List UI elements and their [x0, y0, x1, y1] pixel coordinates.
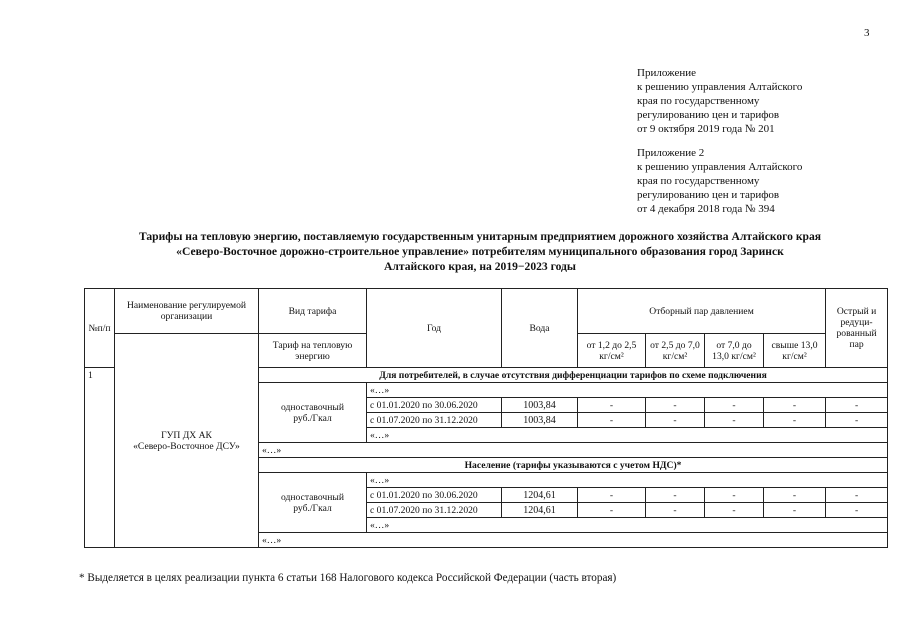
- tariff-label-cell: [259, 383, 367, 443]
- appendix-1-header: [637, 66, 802, 136]
- ellipsis-cell: «…»: [367, 518, 888, 533]
- appendix-2-header: [637, 146, 802, 216]
- dash-cell: -: [646, 503, 705, 518]
- appendix-line: от 4 декабря 2018 года № 394: [637, 203, 775, 215]
- dash-cell: -: [705, 503, 764, 518]
- header-num: №п/п: [85, 289, 115, 368]
- tariff-table: [84, 288, 888, 548]
- dash-cell: -: [764, 488, 826, 503]
- ellipsis-cell: «…»: [367, 383, 888, 398]
- header-water: Вода: [502, 289, 578, 368]
- dash-cell: -: [578, 488, 646, 503]
- org-cell: [115, 334, 259, 548]
- dash-cell: -: [646, 398, 705, 413]
- water-value: 1003,84: [502, 413, 578, 428]
- header-tariff-type: Вид тарифа: [259, 289, 367, 334]
- dash-cell: -: [764, 413, 826, 428]
- dash-cell: -: [826, 398, 888, 413]
- dash-cell: -: [826, 488, 888, 503]
- header-sharp-steam: Острый и редуци-рованный пар: [826, 289, 888, 368]
- appendix-line: Приложение 2: [637, 147, 705, 159]
- footnote: * Выделяется в целях реализации пункта 6 статьи 168 Налогового кодекса Российской Федерации (часть вторая): [79, 572, 617, 584]
- dash-cell: -: [705, 488, 764, 503]
- appendix-line: регулированию цен и тарифов: [637, 189, 780, 201]
- header-year: Год: [367, 289, 502, 368]
- period-cell: с 01.01.2020 по 30.06.2020: [367, 398, 502, 413]
- ellipsis-cell: «…»: [367, 428, 888, 443]
- dash-cell: -: [646, 413, 705, 428]
- appendix-line: края по государственному: [637, 95, 760, 107]
- tariff-label-cell: [259, 473, 367, 533]
- section-1-title: Для потребителей, в случае отсутствия дифференциации тарифов по схеме подключения: [259, 368, 888, 383]
- appendix-line: регулированию цен и тарифов: [637, 109, 780, 121]
- header-steam-4: свыше 13,0 кг/см²: [764, 334, 826, 368]
- appendix-line: к решению управления Алтайского: [637, 161, 803, 173]
- appendix-line: края по государственному: [637, 175, 760, 187]
- header-tariff-heat: Тариф на тепловую энергию: [259, 334, 367, 368]
- section-2-title: Население (тарифы указываются с учетом НДС)*: [259, 458, 888, 473]
- ellipsis-cell: «…»: [259, 533, 888, 548]
- header-org: Наименование регулируемой организации: [115, 289, 259, 334]
- dash-cell: -: [578, 398, 646, 413]
- dash-cell: -: [578, 503, 646, 518]
- tariff-label: одноставочный: [281, 491, 344, 503]
- dash-cell: -: [705, 413, 764, 428]
- appendix-line: от 9 октября 2019 года № 201: [637, 123, 775, 135]
- dash-cell: -: [646, 488, 705, 503]
- tariff-label: одноставочный: [281, 401, 344, 413]
- dash-cell: -: [578, 413, 646, 428]
- dash-cell: -: [826, 413, 888, 428]
- ellipsis-cell: «…»: [367, 473, 888, 488]
- dash-cell: -: [826, 503, 888, 518]
- appendix-line: Приложение: [637, 67, 697, 79]
- row-number: 1: [85, 368, 115, 548]
- document-title: [90, 229, 870, 274]
- dash-cell: -: [764, 398, 826, 413]
- header-steam-1: от 1,2 до 2,5 кг/см²: [578, 334, 646, 368]
- title-line: Тарифы на тепловую энергию, поставляемую государственным унитарным предприятием дорожного хозяйства Алтайского края: [138, 230, 822, 243]
- header-steam: Отборный пар давлением: [578, 289, 826, 334]
- water-value: 1204,61: [502, 488, 578, 503]
- dash-cell: -: [705, 398, 764, 413]
- period-cell: с 01.01.2020 по 30.06.2020: [367, 488, 502, 503]
- tariff-unit: руб./Гкал: [293, 412, 332, 424]
- ellipsis-cell: «…»: [259, 443, 888, 458]
- tariff-unit: руб./Гкал: [293, 502, 332, 514]
- title-line: «Северо-Восточное дорожно-строительное управление» потребителям муниципального образования город Заринск: [176, 245, 784, 258]
- appendix-line: к решению управления Алтайского: [637, 81, 803, 93]
- period-cell: с 01.07.2020 по 31.12.2020: [367, 413, 502, 428]
- period-cell: с 01.07.2020 по 31.12.2020: [367, 503, 502, 518]
- water-value: 1204,61: [502, 503, 578, 518]
- org-name: ГУП ДХ АК: [161, 429, 212, 441]
- header-row: [85, 289, 888, 334]
- header-steam-2: от 2,5 до 7,0 кг/см²: [646, 334, 705, 368]
- water-value: 1003,84: [502, 398, 578, 413]
- header-steam-3: от 7,0 до 13,0 кг/см²: [705, 334, 764, 368]
- page-number: 3: [864, 27, 870, 39]
- dash-cell: -: [764, 503, 826, 518]
- org-name-2: «Северо-Восточное ДСУ»: [133, 440, 240, 452]
- title-line: Алтайского края, на 2019−2023 годы: [384, 260, 576, 273]
